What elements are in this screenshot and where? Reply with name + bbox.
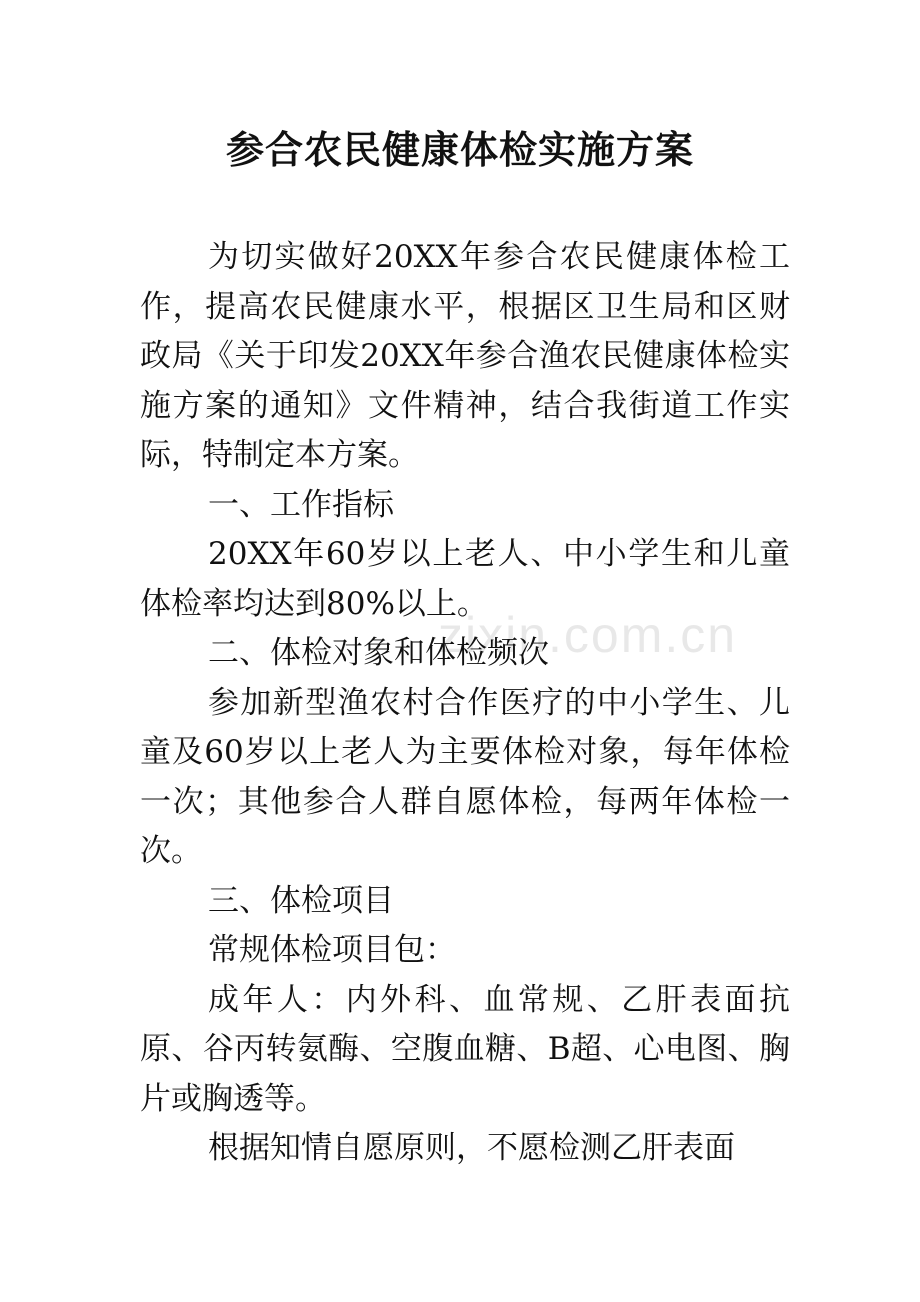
- paragraph-consent: 根据知情自愿原则，不愿检测乙肝表面: [208, 1130, 735, 1166]
- paragraph-intro: 为切实做好20XX年参合农民健康体检工作，提高农民健康水平，根据区卫生局和区财政局《关于印发20XX年参合渔农民健康体检实施方案的通知》文件精神，结合我街道工作实际，特制定本方案。: [140, 239, 790, 473]
- paragraph-routine-package: 常规体检项目包：: [208, 932, 456, 968]
- paragraph-adult-items: 成年人：内外科、血常规、乙肝表面抗原、谷丙转氨酶、空腹血糖、B超、心电图、胸片或胸透等。: [140, 981, 790, 1117]
- document-body: [140, 233, 790, 1174]
- document-title: 参合农民健康体检实施方案: [225, 127, 694, 172]
- heading-work-targets: 一、工作指标: [208, 486, 394, 523]
- heading-exam-subjects: 二、体检对象和体检频次: [208, 635, 549, 671]
- heading-exam-items: 三、体检项目: [208, 882, 394, 919]
- paragraph-work-targets: 20XX年60岁以上老人、中小学生和儿童体检率均达到80%以上。: [140, 536, 790, 622]
- watermark: zixin.com.cn: [438, 607, 738, 663]
- paragraph-exam-subjects: 参加新型渔农村合作医疗的中小学生、儿童及60岁以上老人为主要体检对象，每年体检一次；其他参合人群自愿体检，每两年体检一次。: [140, 684, 790, 869]
